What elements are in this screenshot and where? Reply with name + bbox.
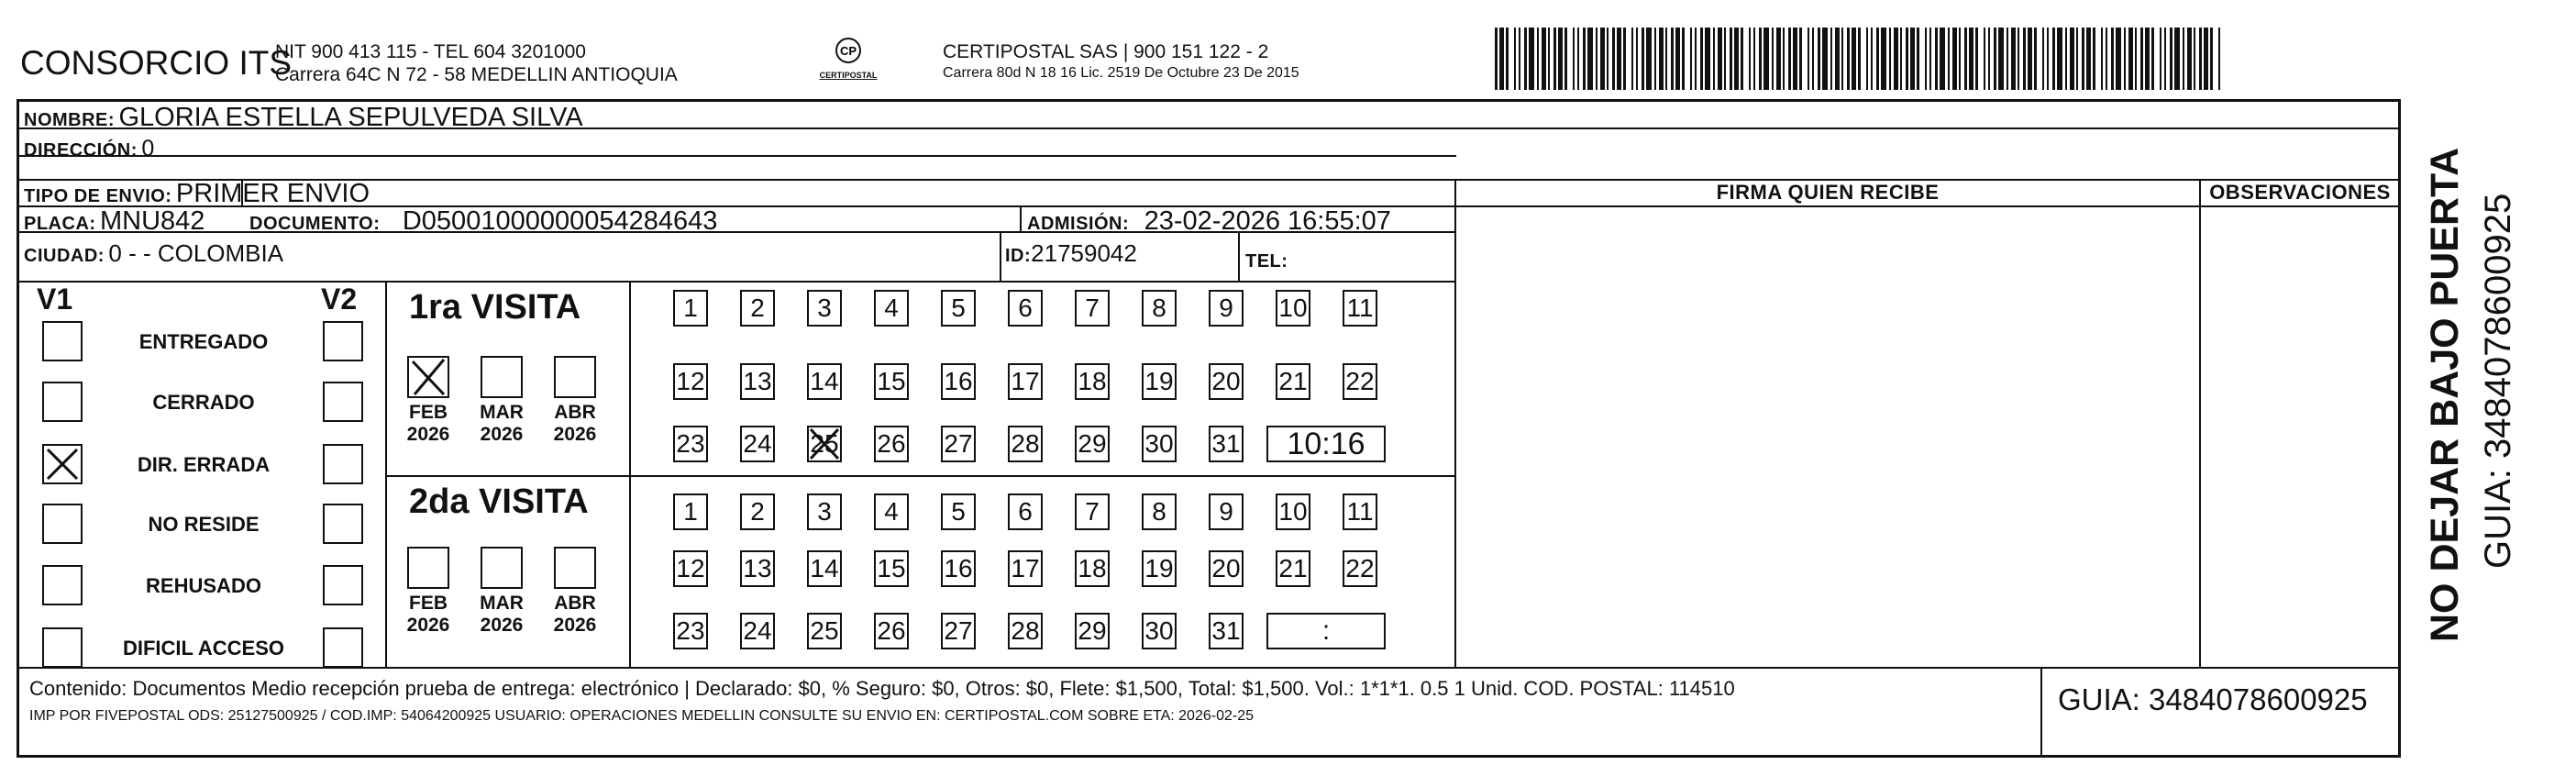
day-number: 25 [810, 616, 839, 645]
observations-column-header: OBSERVACIONES [2209, 181, 2391, 204]
day-checkbox[interactable] [874, 493, 909, 530]
signature-column-header: FIRMA QUIEN RECIBE [1716, 181, 1940, 204]
day-number: 18 [1078, 554, 1107, 582]
recipient-address: 0 [141, 136, 155, 161]
status-label: NO RESIDE [148, 513, 260, 536]
month-label [547, 402, 603, 446]
day-checkbox[interactable] [941, 290, 976, 327]
day-checkbox[interactable] [740, 426, 775, 462]
certipostal-logo [807, 35, 890, 80]
city-cell [24, 239, 283, 268]
day-checkbox[interactable] [807, 426, 842, 462]
day-checkbox[interactable] [1142, 613, 1177, 649]
day-checkbox[interactable] [941, 550, 976, 587]
day-number: 16 [944, 367, 973, 395]
visit-time-field[interactable]: 10:16 [1266, 426, 1386, 462]
plate-cell [24, 206, 205, 237]
city-label: CIUDAD: [24, 246, 105, 266]
day-number: 21 [1278, 554, 1308, 582]
month-checkbox[interactable] [554, 547, 596, 589]
day-checkbox[interactable] [673, 363, 708, 400]
day-checkbox[interactable] [1276, 550, 1310, 587]
plate: MNU842 [100, 206, 205, 236]
day-number: 29 [1078, 429, 1107, 458]
month-year: 2026 [406, 615, 450, 636]
day-number: 22 [1345, 554, 1375, 582]
day-checkbox[interactable] [807, 550, 842, 587]
recipient-name: GLORIA ESTELLA SEPULVEDA SILVA [118, 103, 583, 132]
document-cell [249, 206, 717, 237]
day-checkbox[interactable] [1008, 613, 1043, 649]
day-number: 19 [1144, 554, 1174, 582]
tel-label: TEL: [1245, 251, 1288, 272]
observations-area[interactable] [2201, 207, 2397, 666]
day-checkbox[interactable] [1008, 363, 1043, 400]
day-checkbox[interactable] [1142, 363, 1177, 400]
day-checkbox[interactable] [941, 613, 976, 649]
day-number: 20 [1211, 554, 1241, 582]
day-number: 6 [1018, 294, 1033, 322]
day-checkbox[interactable] [1343, 493, 1377, 530]
month-year: 2026 [480, 424, 524, 445]
day-checkbox[interactable] [874, 426, 909, 462]
tel-cell [1245, 244, 1288, 274]
day-number: 21 [1278, 367, 1308, 395]
day-checkbox[interactable] [740, 290, 775, 327]
visit-time-field[interactable]: : [1266, 613, 1386, 649]
day-checkbox[interactable] [673, 613, 708, 649]
company-nit: NIT 900 413 115 - TEL 604 3201000 [275, 41, 586, 62]
day-checkbox[interactable] [1075, 363, 1110, 400]
day-number: 23 [676, 429, 705, 458]
v1-checkbox[interactable] [42, 627, 83, 668]
day-number: 20 [1211, 367, 1241, 395]
content-line: Contenido: Documentos Medio recepción prueba de entrega: electrónico | Declarado: $0, % Seguro: $0, Otros: $0, Flete: $1,500, Total: $1,500. Vol.: 1*1*1. 0.5 1 Unid. COD. POSTAL: 114510 [29, 677, 1735, 700]
day-checkbox[interactable] [673, 550, 708, 587]
day-checkbox[interactable] [1276, 290, 1310, 327]
day-number: 7 [1085, 497, 1100, 526]
day-checkbox[interactable] [1008, 550, 1043, 587]
day-checkbox[interactable] [941, 363, 976, 400]
day-checkbox[interactable] [740, 613, 775, 649]
barcode [1495, 28, 2221, 90]
name-label: NOMBRE: [24, 110, 116, 130]
month-year: 2026 [406, 424, 450, 445]
day-checkbox[interactable] [874, 363, 909, 400]
day-checkbox[interactable] [673, 290, 708, 327]
company-address: Carrera 64C N 72 - 58 MEDELLIN ANTIOQUIA [275, 64, 678, 85]
v2-checkbox[interactable] [323, 627, 363, 668]
day-checkbox[interactable] [874, 613, 909, 649]
visit-1-title: 1ra VISITA [409, 288, 581, 327]
day-number: 2 [750, 294, 765, 322]
document: D05001000000054284643 [402, 206, 718, 236]
courier-info [943, 40, 1299, 83]
courier-line: CERTIPOSTAL SAS | 900 151 122 - 2 [943, 41, 1269, 62]
month-year: 2026 [553, 424, 597, 445]
month-checkbox[interactable] [481, 356, 523, 398]
month-name: MAR [480, 402, 524, 423]
address-row [24, 136, 154, 162]
day-number: 31 [1211, 616, 1241, 645]
imp-line: IMP POR FIVEPOSTAL ODS: 25127500925 / COD.IMP: 54064200925 USUARIO: OPERACIONES MEDELLIN CONSULTE SU ENVIO EN: CERTIPOSTAL.COM SOBRE ETA: 2026-02-25 [29, 708, 1254, 724]
day-checkbox[interactable] [1209, 613, 1244, 649]
day-number: 8 [1152, 497, 1166, 526]
day-number: 11 [1346, 497, 1374, 526]
v1-checkbox[interactable] [42, 565, 83, 605]
month-name: FEB [409, 593, 448, 614]
day-checkbox[interactable] [740, 550, 775, 587]
shipment-type: PRIMER ENVIO [175, 179, 370, 208]
day-checkbox[interactable] [1343, 550, 1377, 587]
day-checkbox[interactable] [941, 426, 976, 462]
v2-checkbox[interactable] [323, 321, 363, 361]
day-number: 9 [1219, 497, 1233, 526]
status-label: DIR. ERRADA [137, 453, 271, 476]
day-number: 15 [877, 554, 906, 582]
day-checkbox[interactable] [807, 493, 842, 530]
day-number: 11 [1346, 294, 1374, 322]
company-info [275, 40, 678, 86]
v2-checkbox[interactable] [323, 382, 363, 422]
courier-address: Carrera 80d N 18 16 Lic. 2519 De Octubre 23 De 2015 [943, 65, 1299, 81]
status-label: ENTREGADO [138, 330, 269, 353]
day-number: 22 [1345, 367, 1375, 395]
day-number: 27 [944, 429, 973, 458]
day-checkbox[interactable] [1343, 363, 1377, 400]
day-number: 13 [743, 554, 772, 582]
status-label: CERRADO [152, 391, 255, 414]
v1-checkbox[interactable] [42, 321, 83, 361]
status-label: REHUSADO [146, 574, 261, 597]
day-number: 17 [1011, 554, 1040, 582]
v2-checkbox[interactable] [323, 504, 363, 544]
side-notice: NO DEJAR BAJO PUERTA [2423, 147, 2467, 642]
day-checkbox[interactable] [740, 493, 775, 530]
month-label [474, 402, 529, 446]
day-number: 12 [676, 367, 705, 395]
month-name: ABR [554, 593, 596, 614]
day-number: 8 [1152, 294, 1166, 322]
month-label [547, 593, 603, 637]
month-year: 2026 [480, 615, 524, 636]
day-number: 23 [676, 616, 705, 645]
day-checkbox[interactable] [1209, 290, 1244, 327]
day-number: 1 [683, 497, 698, 526]
day-checkbox[interactable] [1276, 363, 1310, 400]
day-number: 7 [1085, 294, 1100, 322]
day-number: 17 [1011, 367, 1040, 395]
v1-checkbox[interactable] [42, 504, 83, 544]
day-number: 25 [810, 429, 839, 458]
day-checkbox[interactable] [673, 426, 708, 462]
visit-2-title: 2da VISITA [409, 482, 589, 521]
day-checkbox[interactable] [1209, 426, 1244, 462]
day-checkbox[interactable] [740, 363, 775, 400]
day-checkbox[interactable] [1142, 426, 1177, 462]
address-label: DIRECCIÓN: [24, 140, 138, 161]
day-checkbox[interactable] [1209, 363, 1244, 400]
shipment-type-row [24, 179, 370, 209]
day-number: 30 [1144, 429, 1174, 458]
day-number: 3 [817, 497, 832, 526]
day-number: 9 [1219, 294, 1233, 322]
v2-checkbox[interactable] [323, 565, 363, 605]
city: 0 - - COLOMBIA [108, 239, 284, 267]
footer-guia: GUIA: 3484078600925 [2058, 682, 2368, 716]
day-checkbox[interactable] [1008, 493, 1043, 530]
svg-text:CP: CP [839, 44, 857, 58]
admission: 23-02-2026 16:55:07 [1144, 206, 1391, 236]
month-name: MAR [480, 593, 524, 614]
day-number: 13 [743, 367, 772, 395]
month-checkbox[interactable] [481, 547, 523, 589]
logo-caption: CERTIPOSTAL [819, 71, 878, 80]
id-label: ID: [1005, 246, 1032, 266]
month-checkbox[interactable] [407, 356, 449, 398]
v1-checkbox[interactable] [42, 382, 83, 422]
v1-header: V1 [37, 283, 73, 316]
day-number: 6 [1018, 497, 1033, 526]
day-number: 30 [1144, 616, 1174, 645]
day-checkbox[interactable] [1075, 613, 1110, 649]
day-checkbox[interactable] [1075, 550, 1110, 587]
day-checkbox[interactable] [874, 550, 909, 587]
day-number: 18 [1078, 367, 1107, 395]
day-checkbox[interactable] [1343, 290, 1377, 327]
day-checkbox[interactable] [1209, 493, 1244, 530]
day-number: 24 [743, 429, 772, 458]
day-checkbox[interactable] [1142, 493, 1177, 530]
day-checkbox[interactable] [941, 493, 976, 530]
day-checkbox[interactable] [807, 363, 842, 400]
day-number: 3 [817, 294, 832, 322]
month-name: ABR [554, 402, 596, 423]
name-row [24, 103, 583, 133]
plate-label: PLACA: [24, 214, 96, 234]
day-checkbox[interactable] [1075, 290, 1110, 327]
day-checkbox[interactable] [1142, 290, 1177, 327]
day-number: 5 [951, 294, 966, 322]
day-number: 4 [884, 497, 899, 526]
month-label [474, 593, 529, 637]
month-label [401, 402, 456, 446]
day-number: 26 [877, 616, 906, 645]
day-number: 14 [810, 554, 839, 582]
day-number: 24 [743, 616, 772, 645]
v2-checkbox[interactable] [323, 444, 363, 484]
day-number: 2 [750, 497, 765, 526]
certipostal-logo-icon [830, 35, 867, 66]
id-cell [1005, 239, 1137, 268]
day-number: 26 [877, 429, 906, 458]
day-number: 10 [1278, 497, 1308, 526]
shipment-type-label: TIPO DE ENVIO: [24, 186, 172, 206]
day-number: 5 [951, 497, 966, 526]
checked-mark-icon [809, 427, 840, 460]
day-number: 28 [1011, 616, 1040, 645]
day-checkbox[interactable] [1075, 426, 1110, 462]
day-number: 4 [884, 294, 899, 322]
day-checkbox[interactable] [1008, 290, 1043, 327]
day-number: 15 [877, 367, 906, 395]
signature-area[interactable] [1456, 207, 2197, 666]
month-checkbox[interactable] [554, 356, 596, 398]
day-number: 1 [683, 294, 698, 322]
day-checkbox[interactable] [1008, 426, 1043, 462]
month-name: FEB [409, 402, 448, 423]
day-number: 19 [1144, 367, 1174, 395]
day-checkbox[interactable] [1142, 550, 1177, 587]
company-name: CONSORCIO ITS [20, 44, 293, 82]
day-checkbox[interactable] [1075, 493, 1110, 530]
day-checkbox[interactable] [673, 493, 708, 530]
document-label: DOCUMENTO: [249, 214, 381, 234]
day-number: 31 [1211, 429, 1241, 458]
day-number: 16 [944, 554, 973, 582]
id-value: 21759042 [1031, 239, 1137, 267]
day-number: 28 [1011, 429, 1040, 458]
month-checkbox[interactable] [407, 547, 449, 589]
month-label [401, 593, 456, 637]
v1-checkbox[interactable] [42, 444, 83, 484]
day-number: 12 [676, 554, 705, 582]
day-number: 14 [810, 367, 839, 395]
day-checkbox[interactable] [807, 290, 842, 327]
day-checkbox[interactable] [807, 613, 842, 649]
day-number: 29 [1078, 616, 1107, 645]
day-checkbox[interactable] [874, 290, 909, 327]
status-label: DIFICIL ACCESO [122, 637, 284, 660]
month-year: 2026 [553, 615, 597, 636]
v2-header: V2 [321, 283, 358, 316]
day-number: 27 [944, 616, 973, 645]
day-number: 10 [1278, 294, 1308, 322]
day-checkbox[interactable] [1276, 493, 1310, 530]
day-checkbox[interactable] [1209, 550, 1244, 587]
admission-label: ADMISIÓN: [1027, 214, 1130, 234]
side-guia: GUIA: 3484078600925 [2478, 193, 2518, 569]
admission-cell [1027, 206, 1391, 237]
